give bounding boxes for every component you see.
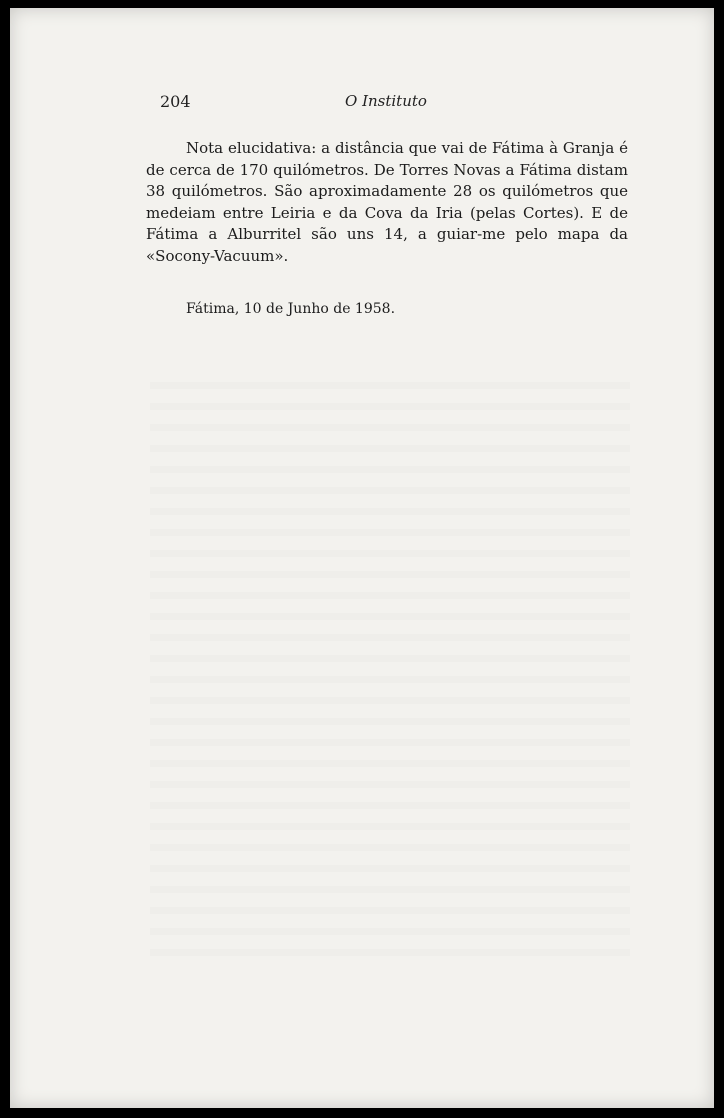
note-paragraph: Nota elucidativa: a distância que vai de Fátima à Granja é de cerca de 170 quilómetros. De Torres Novas a Fátima distam 38 quilómetros. São aproximadamente 28 os quilómetros que medeiam entre Leiria e da Cova da Iria (pelas Cortes). E de Fátima a Alburritel são uns 14, a guiar-me pelo mapa da «Socony-Vacuum». [146, 139, 628, 265]
bleed-through-texture [150, 368, 630, 968]
page-number: 204 [160, 92, 191, 111]
running-title: O Instituto [345, 92, 427, 110]
page-header [145, 92, 625, 116]
document-page [10, 8, 714, 1108]
place-date-line: Fátima, 10 de Junho de 1958. [186, 301, 396, 317]
